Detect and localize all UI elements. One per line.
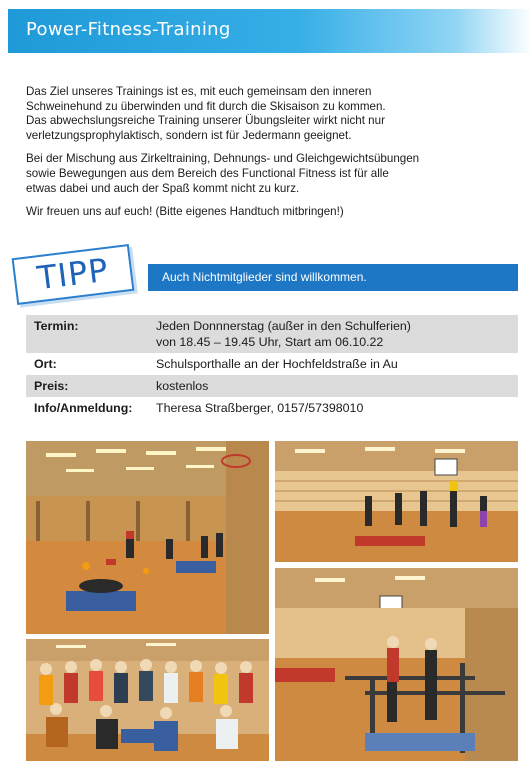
balance-beam-photo: [275, 568, 518, 761]
header-banner: [8, 9, 532, 53]
info-value: Schulsporthalle an der Hochfeldstraße in Au: [156, 357, 398, 371]
info-table: [26, 315, 518, 419]
info-row-preis: [26, 375, 518, 397]
info-row-anmeldung: [26, 397, 518, 419]
gym-circuit-photo: [26, 441, 269, 634]
info-row-termin: [26, 315, 518, 353]
intro-paragraph-2: Bei der Mischung aus Zirkeltraining, Dehnungs- und Gleichgewichtsübungen sowie Bewegungen aus dem Bereich des Functional Fitness ist für alle etwas dabei und auch der Spaß kommt nicht zu kurz.: [26, 152, 420, 195]
info-label: Ort:: [34, 357, 57, 371]
tipp-banner: [148, 264, 518, 291]
intro-paragraph-3: Wir freuen uns auf euch! (Bitte eigenes Handtuch mitbringen!): [26, 205, 344, 219]
tipp-label: TIPP: [35, 250, 111, 298]
intro-paragraph-1: Das Ziel unseres Trainings ist es, mit euch gemeinsam den inneren Schweinehund zu überwinden und fit durch die Skisaison zu kommen. Das abwechslungsreiche Training unserer Übungsleiter wirkt nicht nur verletzungsprophylaktisch, sondern ist für Jedermann geeignet.: [26, 85, 386, 142]
info-label: Termin:: [26, 315, 148, 353]
tipp-badge: [12, 244, 135, 305]
info-value: Theresa Straßberger, 0157/57398010: [156, 401, 364, 415]
gym-exercise-photo: [275, 441, 518, 562]
intro-text: [26, 85, 516, 229]
tipp-text: Auch Nichtmitglieder sind willkommen.: [162, 270, 367, 284]
info-label: Preis:: [26, 375, 148, 397]
info-row-ort: [26, 353, 518, 375]
page-title: Power-Fitness-Training: [26, 19, 231, 40]
info-value: Jeden Donnnerstag (außer in den Schulferien) von 18.45 – 19.45 Uhr, Start am 06.10.22: [148, 315, 518, 353]
info-value: kostenlos: [148, 375, 518, 397]
group-photo: [26, 639, 269, 761]
info-label: Info/Anmeldung:: [34, 401, 133, 415]
